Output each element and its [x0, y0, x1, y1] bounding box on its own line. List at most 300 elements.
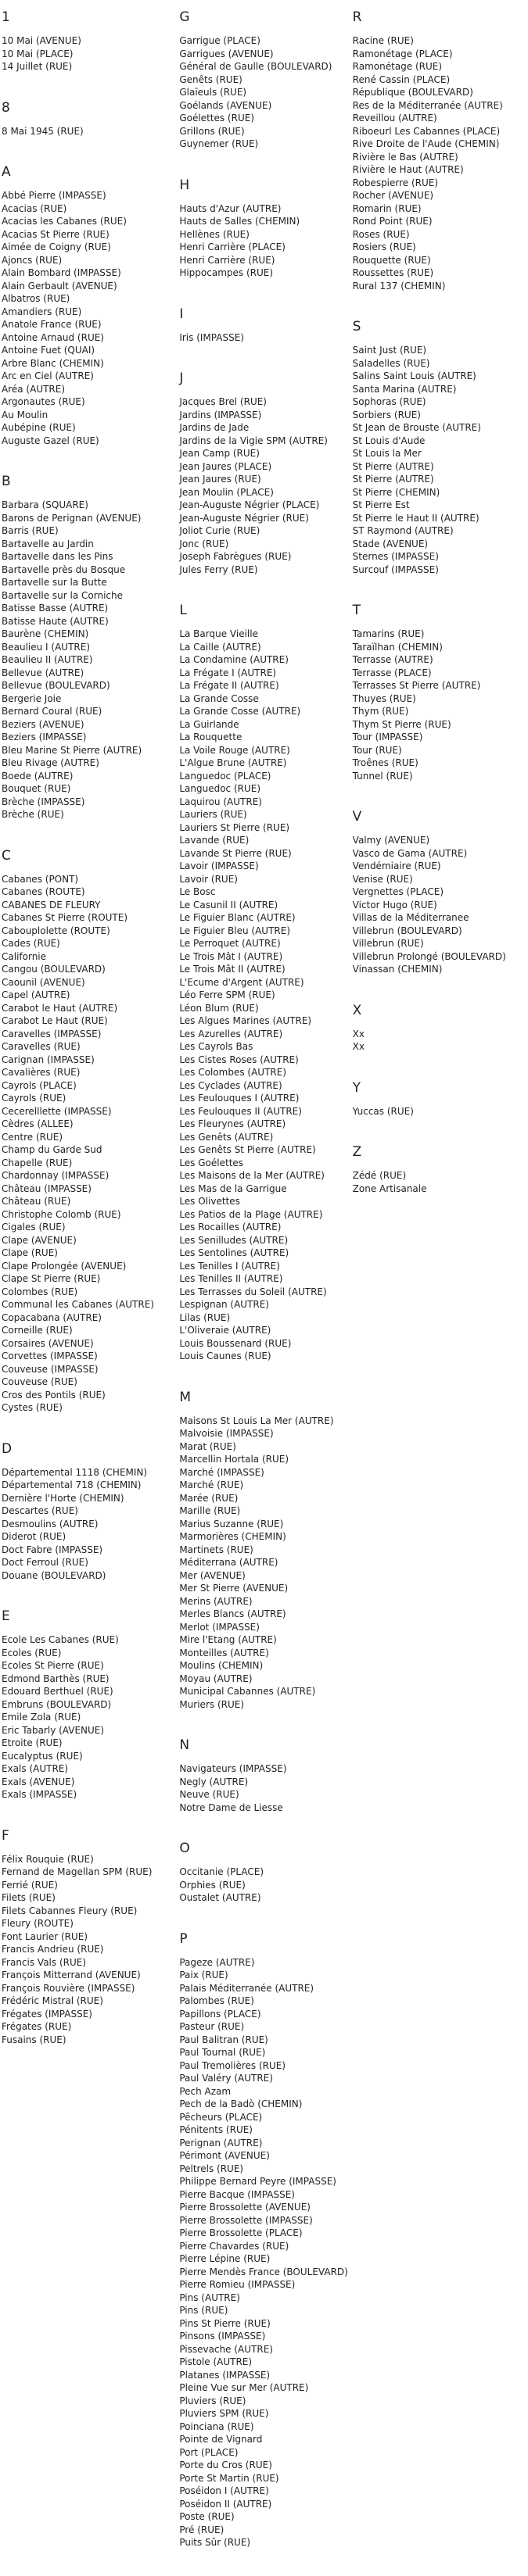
- street-item: Capel (AUTRE): [2, 989, 70, 1000]
- street-item: Perignan (AUTRE): [179, 2137, 263, 2148]
- street-list: [353, 628, 528, 782]
- letter-section: [353, 601, 528, 782]
- street-item: Les Olivettes: [179, 1196, 240, 1207]
- street-item: Chardonnay (IMPASSE): [2, 1170, 110, 1181]
- letter-heading: C: [2, 847, 11, 864]
- street-item: Clape (AVENUE): [2, 1234, 77, 1246]
- street-item: Périmont (AVENUE): [179, 2150, 270, 2161]
- street-item: Jean Jaures (PLACE): [179, 460, 272, 472]
- street-item: Batisse Basse (AUTRE): [2, 603, 109, 614]
- letter-section: [2, 8, 179, 73]
- street-item: Bartavelle près du Bosque: [2, 564, 126, 575]
- street-item: Cigales (RUE): [2, 1222, 66, 1233]
- street-item: Cèdres (ALLEE): [2, 1118, 74, 1129]
- street-item: Jardins de la Vigie SPM (AUTRE): [179, 435, 328, 446]
- street-item: Rural 137 (CHEMIN): [352, 280, 446, 292]
- street-list: [353, 834, 528, 976]
- street-list: [2, 125, 179, 138]
- street-item: Zédé (RUE): [352, 1170, 407, 1181]
- street-item: Pierre Romieu (IMPASSE): [179, 2279, 296, 2290]
- street-item: La Grande Cosse (AUTRE): [179, 706, 301, 717]
- street-item: Marille (RUE): [179, 1505, 241, 1516]
- street-item: Santa Marina (AUTRE): [352, 383, 457, 395]
- street-item: Henri Carrière (PLACE): [179, 242, 286, 252]
- street-item: Cros des Pontils (RUE): [2, 1389, 106, 1401]
- letter-heading: R: [352, 9, 362, 25]
- street-item: Tour (RUE): [352, 744, 402, 756]
- street-item: Palombes (RUE): [179, 1995, 254, 2006]
- street-item: Joseph Fabrègues (RUE): [179, 551, 292, 562]
- street-item: Lavoir (RUE): [179, 873, 238, 885]
- street-list: [179, 395, 352, 576]
- street-item: Anatole France (RUE): [2, 319, 102, 330]
- street-item: Genêts (RUE): [179, 73, 242, 85]
- street-item: Marmorières (CHEMIN): [179, 1531, 286, 1542]
- letter-heading: Z: [352, 1144, 362, 1160]
- street-list: [179, 1866, 352, 1905]
- street-item: François Rouvière (IMPASSE): [2, 1982, 135, 1994]
- street-item: Pissevache (AUTRE): [179, 2343, 273, 2355]
- street-item: Pech Azam: [179, 2085, 232, 2097]
- street-item: Terrasse (AUTRE): [352, 654, 433, 665]
- letter-heading: B: [2, 474, 11, 489]
- street-item: Les Rocailles (AUTRE): [179, 1222, 282, 1233]
- street-item: Zone Artisanale: [352, 1182, 427, 1194]
- street-item: Eucalyptus (RUE): [2, 1750, 83, 1762]
- letter-section: [179, 8, 352, 151]
- street-item: Brèche (IMPASSE): [2, 796, 85, 807]
- street-item: Filets Cabannes Fleury (RUE): [2, 1905, 138, 1916]
- street-item: Ecoles St Pierre (RUE): [2, 1660, 104, 1671]
- street-item: Hauts de Salles (CHEMIN): [179, 216, 300, 227]
- street-item: Pluviers SPM (RUE): [179, 2408, 269, 2419]
- street-item: Arbre Blanc (CHEMIN): [2, 357, 104, 369]
- street-item: Lilas (RUE): [179, 1311, 231, 1323]
- street-item: Diderot (RUE): [2, 1531, 66, 1542]
- street-item: Vergnettes (PLACE): [352, 886, 444, 897]
- letter-heading: A: [2, 164, 11, 180]
- street-item: Reveillou (AUTRE): [352, 113, 437, 123]
- street-item: Clape Prolongée (AVENUE): [2, 1260, 127, 1272]
- street-item: Languedoc (PLACE): [179, 770, 271, 782]
- street-item: Méditerrana (AUTRE): [179, 1557, 278, 1568]
- street-item: Clape (RUE): [2, 1247, 58, 1258]
- street-item: Negly (AUTRE): [179, 1776, 249, 1787]
- street-item: Mire l'Etang (AUTRE): [179, 1634, 277, 1645]
- street-item: Monteilles (AUTRE): [179, 1647, 269, 1658]
- street-item: Douane (BOULEVARD): [2, 1569, 106, 1581]
- street-item: Guynemer (RUE): [179, 138, 259, 149]
- street-item: Etroite (RUE): [2, 1737, 63, 1748]
- street-item: Château (IMPASSE): [2, 1182, 92, 1194]
- street-item: Cayrols (PLACE): [2, 1079, 77, 1091]
- letter-section: [2, 1440, 179, 1583]
- street-item: La Condamine (AUTRE): [179, 654, 289, 665]
- street-item: Terrasse (PLACE): [352, 667, 432, 678]
- street-item: Beziers (IMPASSE): [2, 732, 87, 742]
- letter-section: [353, 807, 528, 976]
- letter-heading: H: [179, 177, 190, 193]
- street-item: Les Tenilles II (AUTRE): [179, 1273, 283, 1284]
- letter-heading: 8: [2, 99, 10, 116]
- street-item: République (BOULEVARD): [352, 87, 473, 98]
- street-item: Neuve (RUE): [179, 1789, 239, 1800]
- street-item: Auguste Gazel (RUE): [2, 435, 99, 446]
- letter-section: [2, 1826, 179, 2047]
- street-item: Bartavelle dans les Pins: [2, 551, 113, 562]
- street-item: Paul Valéry (AUTRE): [179, 2073, 273, 2084]
- street-item: Mer (AVENUE): [179, 1569, 246, 1581]
- street-item: La Caille (AUTRE): [179, 641, 261, 653]
- street-item: Départemental 718 (CHEMIN): [2, 1479, 142, 1490]
- letter-section: [353, 1001, 528, 1054]
- street-item: Couveuse (IMPASSE): [2, 1363, 99, 1375]
- street-item: Notre Dame de Liesse: [179, 1801, 283, 1813]
- street-item: Léon Blum (RUE): [179, 1002, 259, 1014]
- street-item: Bellevue (AUTRE): [2, 667, 84, 678]
- street-item: Ramonétage (RUE): [352, 61, 443, 72]
- street-item: Les Cistes Roses (AUTRE): [179, 1054, 299, 1065]
- letter-section: [353, 317, 528, 576]
- street-item: Ferrié (RUE): [2, 1879, 58, 1891]
- street-item: Barris (RUE): [2, 525, 59, 536]
- street-item: Le Figuier Bleu (AUTRE): [179, 925, 291, 936]
- index-column-2: [179, 8, 352, 2576]
- letter-section: [2, 1607, 179, 1801]
- street-item: Hauts d'Azur (AUTRE): [179, 202, 282, 214]
- street-item: Les Mas de la Garrigue: [179, 1182, 287, 1194]
- letter-section: [179, 369, 352, 576]
- street-item: Sophoras (RUE): [352, 396, 426, 407]
- letter-heading: N: [179, 1737, 190, 1753]
- street-item: Taraïlhan (CHEMIN): [352, 641, 443, 653]
- letter-section: [179, 1839, 352, 1905]
- street-item: Poséidon I (AUTRE): [179, 2485, 269, 2496]
- street-item: Peltrels (RUE): [179, 2163, 244, 2174]
- street-item: Garrigues (AVENUE): [179, 48, 274, 59]
- street-item: Porte St Martin (RUE): [179, 2472, 279, 2484]
- street-item: Grillons (RUE): [179, 125, 245, 137]
- street-item: Merins (AUTRE): [179, 1595, 253, 1607]
- street-item: Riboeurl Les Cabannes (PLACE): [352, 125, 501, 137]
- street-item: Rouquette (RUE): [352, 254, 431, 266]
- street-item: Alain Bombard (IMPASSE): [2, 267, 121, 278]
- street-item: Bartavelle sur la Butte: [2, 577, 107, 588]
- letter-section: [2, 163, 179, 447]
- street-item: Rivière le Bas (AUTRE): [352, 151, 458, 163]
- street-item: Les Maisons de la Mer (AUTRE): [179, 1170, 325, 1181]
- street-item: Rivière le Haut (AUTRE): [352, 164, 464, 175]
- street-item: Le Trois Mât II (AUTRE): [179, 964, 286, 975]
- street-item: Corsaires (AVENUE): [2, 1337, 94, 1349]
- street-item: Les Feulouques I (AUTRE): [179, 1093, 300, 1104]
- street-item: Hippocampes (RUE): [179, 267, 274, 278]
- street-item: Paul Tournal (RUE): [179, 2047, 266, 2058]
- street-item: Général de Gaulle (BOULEVARD): [179, 61, 332, 72]
- street-item: Sternes (IMPASSE): [352, 551, 439, 562]
- street-item: Pointe de Vignard: [179, 2434, 263, 2445]
- street-item: Albatros (RUE): [2, 293, 70, 304]
- street-item: Orphies (RUE): [179, 1879, 246, 1891]
- street-item: Le Trois Mât I (AUTRE): [179, 950, 283, 962]
- letter-section: [2, 98, 179, 138]
- street-item: Pinsons (IMPASSE): [179, 2331, 266, 2342]
- street-item: Rive Droite de l'Aude (CHEMIN): [352, 138, 500, 149]
- street-item: Corneille (RUE): [2, 1325, 73, 1336]
- street-item: Cabanes (PONT): [2, 873, 79, 885]
- letter-heading: X: [352, 1002, 362, 1018]
- street-item: Roussettes (RUE): [352, 267, 434, 278]
- street-item: Chapelle (RUE): [2, 1157, 73, 1168]
- street-item: Malvoisie (IMPASSE): [179, 1428, 274, 1439]
- street-item: Les Azurelles (AUTRE): [179, 1028, 283, 1039]
- street-item: Emile Zola (RUE): [2, 1712, 81, 1723]
- street-item: Victor Hugo (RUE): [352, 899, 437, 911]
- street-item: L'Oliveraie (AUTRE): [179, 1325, 271, 1336]
- street-item: Jean Camp (RUE): [179, 448, 260, 459]
- street-item: Tamarins (RUE): [352, 628, 425, 639]
- street-item: Aimée de Coigny (RUE): [2, 242, 111, 252]
- street-item: Jonc (RUE): [179, 538, 229, 549]
- street-item: Pierre Brossolette (IMPASSE): [179, 2214, 313, 2226]
- street-item: Centre (RUE): [2, 1131, 63, 1143]
- street-item: ST Raymond (AUTRE): [352, 525, 454, 536]
- street-item: Frégates (IMPASSE): [2, 2008, 92, 2020]
- street-item: Louis Caunes (RUE): [179, 1351, 271, 1361]
- street-list: [2, 1633, 179, 1801]
- letter-heading: Y: [352, 1079, 361, 1096]
- street-item: Jean Moulin (PLACE): [179, 486, 274, 498]
- street-item: St Pierre le Haut II (AUTRE): [352, 512, 480, 524]
- street-item: Cayrols (RUE): [2, 1093, 66, 1104]
- street-item: Jean Jaures (RUE): [179, 474, 261, 485]
- street-item: Le Bosc: [179, 886, 216, 897]
- street-item: Caravelles (IMPASSE): [2, 1028, 102, 1039]
- street-item: Alain Gerbault (AVENUE): [2, 280, 117, 292]
- street-item: La Voile Rouge (AUTRE): [179, 744, 290, 756]
- street-item: Exals (AVENUE): [2, 1776, 75, 1787]
- street-item: Pins (AUTRE): [179, 2292, 240, 2303]
- letter-section: [179, 305, 352, 345]
- street-list: [2, 1853, 179, 2047]
- street-item: Papillons (PLACE): [179, 2008, 261, 2020]
- street-item: Les Tenilles I (AUTRE): [179, 1260, 280, 1272]
- street-item: Aréa (AUTRE): [2, 383, 66, 395]
- street-item: Filets (RUE): [2, 1892, 56, 1903]
- street-item: Jardins de Jade: [179, 422, 250, 433]
- street-item: Francis Vals (RUE): [2, 1956, 87, 1968]
- street-item: Merlot (IMPASSE): [179, 1621, 260, 1633]
- street-item: Poinciana (RUE): [179, 2420, 254, 2432]
- street-item: St Jean de Brouste (AUTRE): [352, 422, 481, 433]
- street-item: Sorbiers (RUE): [352, 409, 421, 420]
- street-item: Francis Andrieu (RUE): [2, 1944, 104, 1955]
- street-item: Frédéric Mistral (RUE): [2, 1995, 103, 2006]
- street-item: Pierre Bacque (IMPASSE): [179, 2188, 295, 2200]
- street-item: Marat (RUE): [179, 1440, 236, 1452]
- street-item: Bartavelle sur la Corniche: [2, 589, 124, 601]
- street-item: Les Goélettes: [179, 1157, 244, 1168]
- street-item: Beaulieu I (AUTRE): [2, 641, 91, 653]
- street-item: Valmy (AVENUE): [352, 835, 430, 846]
- street-item: La Barque Vieille: [179, 628, 258, 639]
- street-item: L'Algue Brune (AUTRE): [179, 757, 287, 768]
- street-list: [179, 202, 352, 280]
- street-item: Pierre Brossolette (AVENUE): [179, 2202, 311, 2213]
- street-item: Corvettes (IMPASSE): [2, 1351, 98, 1361]
- street-item: Cades (RUE): [2, 938, 60, 949]
- street-item: Navigateurs (IMPASSE): [179, 1763, 287, 1774]
- street-item: Fleury (ROUTE): [2, 1918, 74, 1929]
- street-item: Au Moulin: [2, 409, 48, 420]
- street-item: Venise (RUE): [352, 873, 413, 885]
- street-list: [2, 1466, 179, 1583]
- street-item: Villebrun Prolongé (BOULEVARD): [352, 950, 506, 962]
- street-list: [2, 189, 179, 447]
- street-item: Baurène (CHEMIN): [2, 628, 89, 639]
- street-item: Thuyes (RUE): [352, 692, 416, 704]
- street-item: Surcouf (IMPASSE): [352, 564, 439, 575]
- street-item: Bergerie Joie: [2, 692, 62, 704]
- street-item: La Frégate I (AUTRE): [179, 667, 277, 678]
- street-item: Les Cyclades (AUTRE): [179, 1079, 282, 1091]
- street-item: Edmond Barthès (RUE): [2, 1673, 110, 1684]
- street-item: Rocher (AVENUE): [352, 190, 434, 201]
- letter-section: [179, 601, 352, 1363]
- street-item: Yuccas (RUE): [352, 1105, 414, 1117]
- street-item: Marcellin Hortala (RUE): [179, 1454, 289, 1465]
- street-list: [179, 1956, 352, 2549]
- street-item: Le Figuier Blanc (AUTRE): [179, 912, 296, 923]
- street-item: Christophe Colomb (RUE): [2, 1208, 121, 1220]
- street-item: Les Feulouques II (AUTRE): [179, 1105, 302, 1117]
- street-item: Salins Saint Louis (AUTRE): [352, 370, 476, 381]
- street-item: Laquirou (AUTRE): [179, 796, 262, 807]
- street-item: Doct Fabre (IMPASSE): [2, 1544, 103, 1555]
- street-item: Les Genêts (AUTRE): [179, 1131, 274, 1143]
- street-item: René Cassin (PLACE): [352, 73, 451, 85]
- street-item: St Louis d'Aude: [352, 435, 426, 446]
- street-item: Pageze (AUTRE): [179, 1956, 255, 1968]
- street-item: Cabanes St Pierre (ROUTE): [2, 912, 128, 923]
- street-item: Aubépine (RUE): [2, 422, 76, 433]
- street-item: Villebrun (RUE): [352, 938, 424, 949]
- street-item: Robespierre (RUE): [352, 177, 439, 188]
- street-item: La Rouquette: [179, 732, 242, 742]
- street-item: Maisons St Louis La Mer (AUTRE): [179, 1415, 334, 1426]
- street-item: Edouard Berthuel (RUE): [2, 1686, 113, 1697]
- street-item: Colombes (RUE): [2, 1286, 78, 1297]
- street-item: Communal les Cabanes (AUTRE): [2, 1299, 154, 1310]
- street-item: Acacias (RUE): [2, 202, 67, 214]
- street-item: Marché (IMPASSE): [179, 1466, 264, 1478]
- street-list: [353, 1169, 528, 1195]
- street-item: La Guirlande: [179, 718, 239, 730]
- street-item: Pierre Chavardes (RUE): [179, 2240, 289, 2252]
- street-item: Caravelles (RUE): [2, 1041, 81, 1052]
- street-item: Cavalières (RUE): [2, 1067, 81, 1078]
- street-item: Ajoncs (RUE): [2, 254, 63, 266]
- street-item: Villas de la Méditerranee: [352, 912, 469, 923]
- street-item: Porte du Cros (RUE): [179, 2460, 272, 2470]
- street-item: Barbara (SQUARE): [2, 499, 88, 510]
- street-item: Jean-Auguste Négrier (RUE): [179, 512, 309, 524]
- street-item: Paul Tremolières (RUE): [179, 2059, 286, 2071]
- street-item: Carabot Le Haut (RUE): [2, 1015, 108, 1026]
- letter-heading: G: [179, 9, 190, 25]
- street-item: Les Sentolines (AUTRE): [179, 1247, 289, 1258]
- street-item: Roses (RUE): [352, 228, 410, 240]
- street-item: Le Casunil II (AUTRE): [179, 899, 278, 911]
- street-list: [2, 499, 179, 821]
- street-item: Port (PLACE): [179, 2446, 239, 2458]
- street-item: Tunnel (RUE): [352, 770, 413, 782]
- letter-section: [353, 1079, 528, 1118]
- street-item: Argonautes (RUE): [2, 396, 85, 407]
- street-item: Jardins (IMPASSE): [179, 409, 262, 420]
- street-item: Res de la Méditerranée (AUTRE): [352, 99, 503, 111]
- street-item: Marius Suzanne (RUE): [179, 1518, 284, 1530]
- street-item: Champ du Garde Sud: [2, 1144, 102, 1155]
- street-item: Paix (RUE): [179, 1970, 228, 1980]
- street-item: Brèche (RUE): [2, 809, 64, 820]
- index-column-3: [353, 8, 528, 2576]
- street-item: Dernière l'Horte (CHEMIN): [2, 1492, 124, 1504]
- street-item: Pierre Brossolette (PLACE): [179, 2227, 303, 2238]
- street-item: Mer St Pierre (AVENUE): [179, 1583, 289, 1594]
- street-item: Descartes (RUE): [2, 1505, 78, 1516]
- street-item: Acacias St Pierre (RUE): [2, 228, 110, 240]
- street-item: Barons de Perignan (AVENUE): [2, 512, 142, 524]
- street-item: Moyau (AUTRE): [179, 1673, 253, 1684]
- street-item: Jacques Brel (RUE): [179, 396, 267, 407]
- street-item: Vasco de Gama (AUTRE): [352, 847, 468, 859]
- street-item: Félix Rouquie (RUE): [2, 1853, 94, 1865]
- street-list: [353, 1028, 528, 1054]
- street-item: Cangou (BOULEVARD): [2, 964, 106, 975]
- street-item: Font Laurier (RUE): [2, 1930, 88, 1942]
- letter-section: [2, 846, 179, 1415]
- street-list: [179, 628, 352, 1363]
- street-list: [353, 344, 528, 576]
- street-item: Clape St Pierre (RUE): [2, 1273, 101, 1284]
- street-item: Palais Méditerranée (AUTRE): [179, 1982, 314, 1994]
- street-item: Lavande (RUE): [179, 835, 250, 846]
- street-item: Occitanie (PLACE): [179, 1866, 264, 1877]
- street-item: Pierre Lépine (RUE): [179, 2253, 271, 2264]
- street-item: Léo Ferre SPM (RUE): [179, 989, 275, 1000]
- street-item: Saladelles (RUE): [352, 357, 430, 369]
- street-item: Henri Carrière (RUE): [179, 254, 275, 266]
- street-item: Moulins (CHEMIN): [179, 1660, 264, 1671]
- street-item: Lauriers St Pierre (RUE): [179, 821, 290, 833]
- street-item: François Mitterrand (AVENUE): [2, 1970, 141, 1980]
- street-item: Xx: [352, 1028, 365, 1039]
- street-item: 14 Juillet (RUE): [2, 61, 73, 72]
- street-item: Couveuse (RUE): [2, 1376, 77, 1387]
- letter-section: [179, 1930, 352, 2549]
- letter-heading: M: [179, 1389, 191, 1405]
- street-item: 10 Mai (AVENUE): [2, 35, 81, 46]
- street-item: Jules Ferry (RUE): [179, 564, 258, 575]
- street-item: Pistole (AUTRE): [179, 2356, 253, 2367]
- letter-heading: J: [179, 370, 184, 386]
- street-item: Lavoir (IMPASSE): [179, 860, 259, 871]
- street-item: Eric Tabarly (AVENUE): [2, 1724, 105, 1736]
- letter-section: [353, 8, 528, 292]
- street-item: Marée (RUE): [179, 1492, 239, 1504]
- street-item: Les Fleurynes (AUTRE): [179, 1118, 286, 1129]
